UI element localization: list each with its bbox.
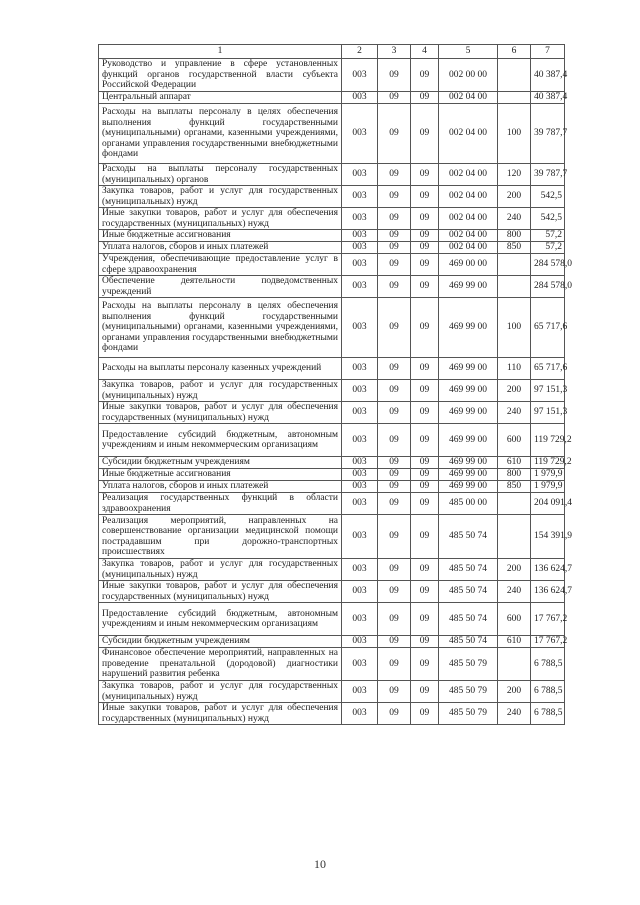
column-header: 7	[531, 45, 565, 59]
row-section-cell: 09	[378, 457, 411, 469]
row-subsection-cell: 09	[411, 230, 439, 242]
row-target-article-cell: 485 50 74	[439, 636, 498, 648]
budget-table	[98, 44, 572, 725]
table-row	[99, 230, 565, 242]
row-section-cell: 09	[378, 559, 411, 581]
row-subsection-cell: 09	[411, 603, 439, 636]
row-amount-cell: 6 788,5	[531, 648, 565, 681]
row-section-cell: 09	[378, 481, 411, 493]
row-name-cell: Закупка товаров, работ и услуг для государственных (муниципальных) нужд	[99, 380, 342, 402]
row-target-article-cell: 469 99 00	[439, 298, 498, 358]
row-amount-cell: 284 578,0	[531, 276, 565, 298]
row-amount-cell: 154 391,9	[531, 515, 565, 559]
row-target-article-cell: 002 04 00	[439, 208, 498, 230]
row-target-article-cell: 485 50 79	[439, 648, 498, 681]
row-code-cell: 003	[342, 254, 378, 276]
row-section-cell: 09	[378, 402, 411, 424]
row-name-cell: Реализация государственных функций в области здравоохранения	[99, 493, 342, 515]
row-expense-type-cell: 100	[498, 298, 531, 358]
row-section-cell: 09	[378, 648, 411, 681]
row-target-article-cell: 002 04 00	[439, 242, 498, 254]
row-name-cell: Центральный аппарат	[99, 92, 342, 104]
row-expense-type-cell: 600	[498, 424, 531, 457]
table-row	[99, 559, 565, 581]
row-subsection-cell: 09	[411, 457, 439, 469]
row-expense-type-cell: 240	[498, 703, 531, 725]
row-subsection-cell: 09	[411, 424, 439, 457]
row-code-cell: 003	[342, 424, 378, 457]
row-section-cell: 09	[378, 581, 411, 603]
row-name-cell: Закупка товаров, работ и услуг для государственных (муниципальных) нужд	[99, 559, 342, 581]
row-target-article-cell: 485 50 74	[439, 515, 498, 559]
row-code-cell: 003	[342, 230, 378, 242]
row-name-cell: Финансовое обеспечение мероприятий, направленных на проведение пренатальной (дородовой) диагностики нарушений развития ребенка	[99, 648, 342, 681]
row-expense-type-cell: 850	[498, 481, 531, 493]
row-code-cell: 003	[342, 186, 378, 208]
row-code-cell: 003	[342, 242, 378, 254]
row-expense-type-cell	[498, 276, 531, 298]
row-target-article-cell: 469 99 00	[439, 457, 498, 469]
column-header: 3	[378, 45, 411, 59]
row-name-cell: Расходы на выплаты персоналу в целях обеспечения выполнения функций государственными (муниципальными) органами, казенными учреждениями, органами управления государственными внебюджетными фондами	[99, 298, 342, 358]
row-expense-type-cell: 200	[498, 559, 531, 581]
table-row	[99, 254, 565, 276]
row-amount-cell: 17 767,2	[531, 603, 565, 636]
row-name-cell: Руководство и управление в сфере установленных функций органов государственной власти субъекта Российской Федерации	[99, 59, 342, 92]
column-header: 4	[411, 45, 439, 59]
row-target-article-cell: 002 04 00	[439, 230, 498, 242]
column-header: 2	[342, 45, 378, 59]
row-subsection-cell: 09	[411, 581, 439, 603]
row-subsection-cell: 09	[411, 380, 439, 402]
row-expense-type-cell	[498, 648, 531, 681]
table-row	[99, 59, 565, 92]
row-subsection-cell: 09	[411, 208, 439, 230]
row-section-cell: 09	[378, 380, 411, 402]
row-name-cell: Иные закупки товаров, работ и услуг для обеспечения государственных (муниципальных) нужд	[99, 208, 342, 230]
row-section-cell: 09	[378, 230, 411, 242]
row-code-cell: 003	[342, 636, 378, 648]
table-row	[99, 104, 565, 164]
row-amount-cell: 97 151,3	[531, 402, 565, 424]
row-name-cell: Предоставление субсидий бюджетным, автономным учреждениям и иным некоммерческим организациям	[99, 603, 342, 636]
table-row	[99, 298, 565, 358]
row-amount-cell: 57,2	[531, 230, 565, 242]
row-name-cell: Субсидии бюджетным учреждениям	[99, 636, 342, 648]
row-target-article-cell: 002 04 00	[439, 92, 498, 104]
row-subsection-cell: 09	[411, 276, 439, 298]
row-target-article-cell: 469 99 00	[439, 424, 498, 457]
row-code-cell: 003	[342, 493, 378, 515]
row-expense-type-cell	[498, 493, 531, 515]
row-amount-cell: 542,5	[531, 186, 565, 208]
row-expense-type-cell: 200	[498, 380, 531, 402]
row-code-cell: 003	[342, 104, 378, 164]
row-subsection-cell: 09	[411, 298, 439, 358]
row-amount-cell: 6 788,5	[531, 703, 565, 725]
row-subsection-cell: 09	[411, 164, 439, 186]
row-section-cell: 09	[378, 636, 411, 648]
row-target-article-cell: 469 99 00	[439, 481, 498, 493]
row-amount-cell: 57,2	[531, 242, 565, 254]
row-target-article-cell: 469 99 00	[439, 358, 498, 380]
row-expense-type-cell: 610	[498, 457, 531, 469]
table-header-row	[99, 45, 565, 59]
row-name-cell: Расходы на выплаты персоналу казенных учреждений	[99, 358, 342, 380]
row-target-article-cell: 469 99 00	[439, 276, 498, 298]
row-code-cell: 003	[342, 581, 378, 603]
table-row	[99, 164, 565, 186]
row-amount-cell: 40 387,4	[531, 59, 565, 92]
row-target-article-cell: 469 99 00	[439, 469, 498, 481]
table-row	[99, 380, 565, 402]
row-subsection-cell: 09	[411, 254, 439, 276]
row-expense-type-cell: 800	[498, 230, 531, 242]
row-amount-cell: 1 979,9	[531, 481, 565, 493]
table-row	[99, 358, 565, 380]
row-name-cell: Закупка товаров, работ и услуг для государственных (муниципальных) нужд	[99, 681, 342, 703]
row-code-cell: 003	[342, 380, 378, 402]
row-section-cell: 09	[378, 515, 411, 559]
row-subsection-cell: 09	[411, 636, 439, 648]
row-expense-type-cell: 200	[498, 681, 531, 703]
row-subsection-cell: 09	[411, 559, 439, 581]
row-subsection-cell: 09	[411, 493, 439, 515]
table-row	[99, 424, 565, 457]
row-subsection-cell: 09	[411, 92, 439, 104]
table-row	[99, 276, 565, 298]
row-subsection-cell: 09	[411, 104, 439, 164]
row-name-cell: Иные закупки товаров, работ и услуг для обеспечения государственных (муниципальных) нужд	[99, 581, 342, 603]
row-section-cell: 09	[378, 424, 411, 457]
row-code-cell: 003	[342, 681, 378, 703]
row-target-article-cell: 002 04 00	[439, 164, 498, 186]
row-subsection-cell: 09	[411, 59, 439, 92]
row-expense-type-cell: 120	[498, 164, 531, 186]
row-name-cell: Расходы на выплаты персоналу в целях обеспечения выполнения функций государственными (муниципальными) органами, казенными учреждениями, органами управления государственными внебюджетными фондами	[99, 104, 342, 164]
row-amount-cell: 17 767,2	[531, 636, 565, 648]
row-code-cell: 003	[342, 298, 378, 358]
row-name-cell: Субсидии бюджетным учреждениям	[99, 457, 342, 469]
row-section-cell: 09	[378, 92, 411, 104]
row-section-cell: 09	[378, 469, 411, 481]
row-amount-cell: 542,5	[531, 208, 565, 230]
table-row	[99, 242, 565, 254]
row-expense-type-cell	[498, 92, 531, 104]
row-section-cell: 09	[378, 358, 411, 380]
row-section-cell: 09	[378, 164, 411, 186]
row-expense-type-cell: 240	[498, 581, 531, 603]
row-code-cell: 003	[342, 276, 378, 298]
row-code-cell: 003	[342, 481, 378, 493]
row-section-cell: 09	[378, 104, 411, 164]
row-code-cell: 003	[342, 59, 378, 92]
row-name-cell: Реализация мероприятий, направленных на совершенствование организации медицинской помощи пострадавшим при дорожно-транспортных происшествиях	[99, 515, 342, 559]
row-code-cell: 003	[342, 559, 378, 581]
row-expense-type-cell: 110	[498, 358, 531, 380]
table-row	[99, 493, 565, 515]
row-expense-type-cell	[498, 59, 531, 92]
row-code-cell: 003	[342, 164, 378, 186]
row-expense-type-cell: 800	[498, 469, 531, 481]
row-section-cell: 09	[378, 276, 411, 298]
row-section-cell: 09	[378, 681, 411, 703]
row-name-cell: Закупка товаров, работ и услуг для государственных (муниципальных) нужд	[99, 186, 342, 208]
page-number: 10	[314, 857, 326, 871]
row-subsection-cell: 09	[411, 515, 439, 559]
row-section-cell: 09	[378, 703, 411, 725]
row-section-cell: 09	[378, 59, 411, 92]
row-amount-cell: 136 624,7	[531, 581, 565, 603]
row-subsection-cell: 09	[411, 481, 439, 493]
row-subsection-cell: 09	[411, 402, 439, 424]
table-row	[99, 402, 565, 424]
row-code-cell: 003	[342, 92, 378, 104]
row-subsection-cell: 09	[411, 242, 439, 254]
row-code-cell: 003	[342, 402, 378, 424]
row-code-cell: 003	[342, 208, 378, 230]
row-amount-cell: 65 717,6	[531, 358, 565, 380]
row-subsection-cell: 09	[411, 648, 439, 681]
row-subsection-cell: 09	[411, 469, 439, 481]
row-amount-cell: 284 578,0	[531, 254, 565, 276]
row-expense-type-cell: 200	[498, 186, 531, 208]
table-row	[99, 457, 565, 469]
row-section-cell: 09	[378, 186, 411, 208]
row-amount-cell: 39 787,7	[531, 164, 565, 186]
row-amount-cell: 136 624,7	[531, 559, 565, 581]
row-expense-type-cell	[498, 254, 531, 276]
table-row	[99, 603, 565, 636]
table-row	[99, 703, 565, 725]
row-expense-type-cell: 600	[498, 603, 531, 636]
row-expense-type-cell	[498, 515, 531, 559]
row-target-article-cell: 485 50 74	[439, 581, 498, 603]
row-target-article-cell: 469 99 00	[439, 380, 498, 402]
row-name-cell: Уплата налогов, сборов и иных платежей	[99, 481, 342, 493]
row-target-article-cell: 469 00 00	[439, 254, 498, 276]
table-row	[99, 515, 565, 559]
row-name-cell: Уплата налогов, сборов и иных платежей	[99, 242, 342, 254]
table-row	[99, 469, 565, 481]
row-target-article-cell: 002 04 00	[439, 186, 498, 208]
row-name-cell: Иные бюджетные ассигнования	[99, 469, 342, 481]
row-section-cell: 09	[378, 603, 411, 636]
row-target-article-cell: 485 50 74	[439, 559, 498, 581]
row-code-cell: 003	[342, 457, 378, 469]
row-expense-type-cell: 850	[498, 242, 531, 254]
row-section-cell: 09	[378, 254, 411, 276]
row-section-cell: 09	[378, 493, 411, 515]
row-name-cell: Иные бюджетные ассигнования	[99, 230, 342, 242]
row-subsection-cell: 09	[411, 186, 439, 208]
row-subsection-cell: 09	[411, 703, 439, 725]
row-name-cell: Предоставление субсидий бюджетным, автономным учреждениям и иным некоммерческим организациям	[99, 424, 342, 457]
row-amount-cell: 119 729,2	[531, 424, 565, 457]
row-name-cell: Учреждения, обеспечивающие предоставление услуг в сфере здравоохранения	[99, 254, 342, 276]
row-expense-type-cell: 100	[498, 104, 531, 164]
table-row	[99, 636, 565, 648]
row-code-cell: 003	[342, 603, 378, 636]
row-target-article-cell: 485 00 00	[439, 493, 498, 515]
row-section-cell: 09	[378, 298, 411, 358]
row-target-article-cell: 485 50 74	[439, 603, 498, 636]
row-amount-cell: 119 729,2	[531, 457, 565, 469]
column-header: 1	[99, 45, 342, 59]
row-amount-cell: 65 717,6	[531, 298, 565, 358]
row-target-article-cell: 002 00 00	[439, 59, 498, 92]
row-subsection-cell: 09	[411, 681, 439, 703]
column-header: 6	[498, 45, 531, 59]
table-row	[99, 481, 565, 493]
row-section-cell: 09	[378, 242, 411, 254]
table-row	[99, 186, 565, 208]
row-amount-cell: 97 151,3	[531, 380, 565, 402]
column-header: 5	[439, 45, 498, 59]
row-name-cell: Расходы на выплаты персоналу государственных (муниципальных) органов	[99, 164, 342, 186]
row-amount-cell: 1 979,9	[531, 469, 565, 481]
row-expense-type-cell: 240	[498, 402, 531, 424]
row-amount-cell: 39 787,7	[531, 104, 565, 164]
row-section-cell: 09	[378, 208, 411, 230]
row-expense-type-cell: 240	[498, 208, 531, 230]
row-amount-cell: 40 387,4	[531, 92, 565, 104]
row-code-cell: 003	[342, 703, 378, 725]
row-target-article-cell: 469 99 00	[439, 402, 498, 424]
table-row	[99, 208, 565, 230]
row-name-cell: Обеспечение деятельности подведомственных учреждений	[99, 276, 342, 298]
row-name-cell: Иные закупки товаров, работ и услуг для обеспечения государственных (муниципальных) нужд	[99, 402, 342, 424]
table-row	[99, 648, 565, 681]
row-amount-cell: 204 091,4	[531, 493, 565, 515]
table-row	[99, 681, 565, 703]
row-target-article-cell: 002 04 00	[439, 104, 498, 164]
row-name-cell: Иные закупки товаров, работ и услуг для обеспечения государственных (муниципальных) нужд	[99, 703, 342, 725]
row-expense-type-cell: 610	[498, 636, 531, 648]
row-amount-cell: 6 788,5	[531, 681, 565, 703]
row-code-cell: 003	[342, 469, 378, 481]
row-code-cell: 003	[342, 648, 378, 681]
table-row	[99, 92, 565, 104]
table-row	[99, 581, 565, 603]
row-code-cell: 003	[342, 358, 378, 380]
row-subsection-cell: 09	[411, 358, 439, 380]
row-target-article-cell: 485 50 79	[439, 681, 498, 703]
row-code-cell: 003	[342, 515, 378, 559]
row-target-article-cell: 485 50 79	[439, 703, 498, 725]
